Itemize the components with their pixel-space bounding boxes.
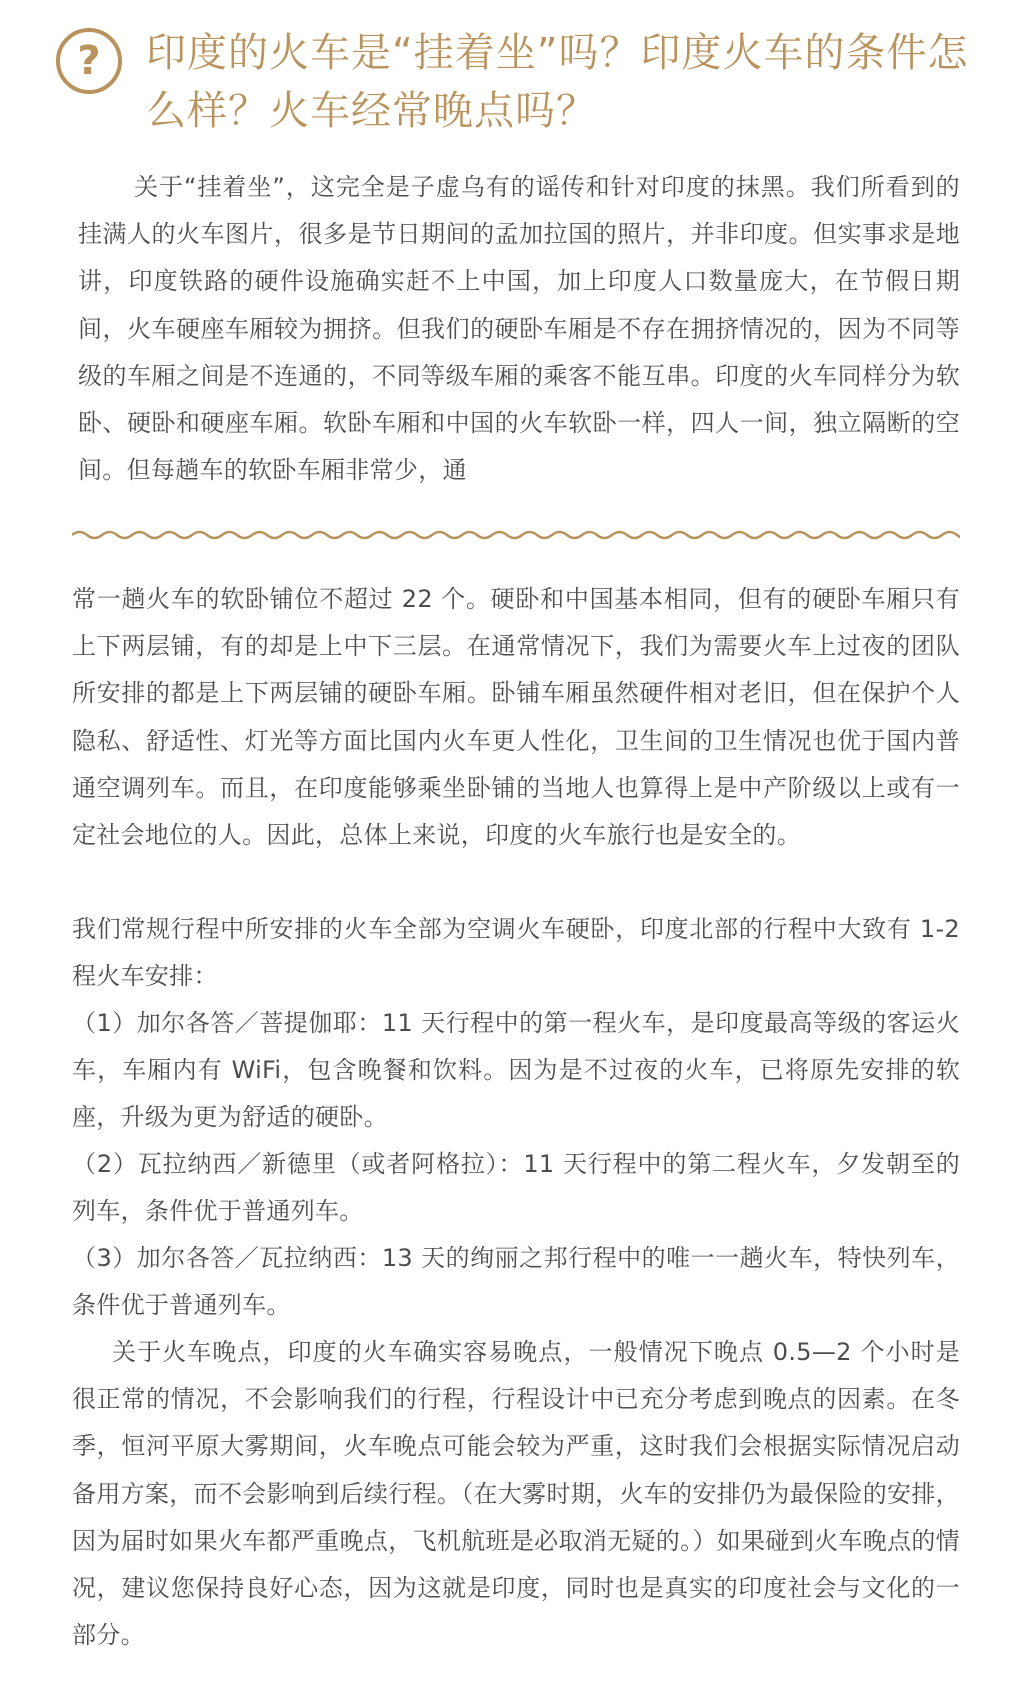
page-header [56,24,976,144]
list-item: （2）瓦拉纳西／新德里（或者阿格拉）：11 天行程中的第二程火车，夕发朝至的列车，条件优于普通列车。 [72,1150,960,1226]
paragraph-intro: 关于“挂着坐”，这完全是子虚乌有的谣传和针对印度的抹黑。我们所看到的挂满人的火车图片，很多是节日期间的孟加拉国的照片，并非印度。但实事求是地讲，印度铁路的硬件设施确实赶不上中国，加上印度人口数量庞大，在节假日期间，火车硬座车厢较为拥挤。但我们的硬卧车厢是不存在拥挤情况的，因为不同等级的车厢之间是不连通的，不同等级车厢的乘客不能互串。印度的火车同样分为软卧、硬卧和硬座车厢。软卧车厢和中国的火车软卧一样，四人一间，独立隔断的空间。但每趟车的软卧车厢非常少，通 [78,173,960,485]
paragraph-sleeper-details: 常一趟火车的软卧铺位不超过 22 个。硬卧和中国基本相同，但有的硬卧车厢只有上下两层铺，有的却是上中下三层。在通常情况下，我们为需要火车上过夜的团队所安排的都是上下两层铺的硬卧车厢。卧铺车厢虽然硬件相对老旧，但在保护个人隐私、舒适性、灯光等方面比国内火车更人性化，卫生间的卫生情况也优于国内普通空调列车。而且，在印度能够乘坐卧铺的当地人也算得上是中产阶级以上或有一定社会地位的人。因此，总体上来说，印度的火车旅行也是安全的。 [72,585,960,850]
paragraph-delays: 关于火车晚点，印度的火车确实容易晚点，一般情况下晚点 0.5—2 个小时是很正常的情况，不会影响我们的行程，行程设计中已充分考虑到晚点的因素。在冬季，恒河平原大雾期间，火车晚点可能会较为严重，这时我们会根据实际情况启动备用方案，而不会影响到后续行程。（在大雾时期，火车的安排仍为最保险的安排，因为届时如果火车都严重晚点，飞机航班是必取消无疑的。）如果碰到火车晚点的情况，建议您保持良好心态，因为这就是印度，同时也是真实的印度社会与文化的一部分。 [72,1338,960,1650]
page-title: 印度的火车是“挂着坐”吗？印度火车的条件怎么样？火车经常晚点吗？ [146,30,969,134]
paragraph-itinerary-intro: 我们常规行程中所安排的火车全部为空调火车硬卧，印度北部的行程中大致有 1-2 程火车安排： [72,915,960,991]
question-circle-icon: ? [56,28,122,94]
list-item: （1）加尔各答／菩提伽耶：11 天行程中的第一程火车，是印度最高等级的客运火车，车厢内有 WiFi，包含晚餐和饮料。因为是不过夜的火车，已将原先安排的软座，升级为更为舒适的硬卧。 [72,1009,960,1132]
wavy-divider [72,524,960,546]
list-item: （3）加尔各答／瓦拉纳西：13 天的绚丽之邦行程中的唯一一趟火车，特快列车，条件优于普通列车。 [72,1244,960,1320]
